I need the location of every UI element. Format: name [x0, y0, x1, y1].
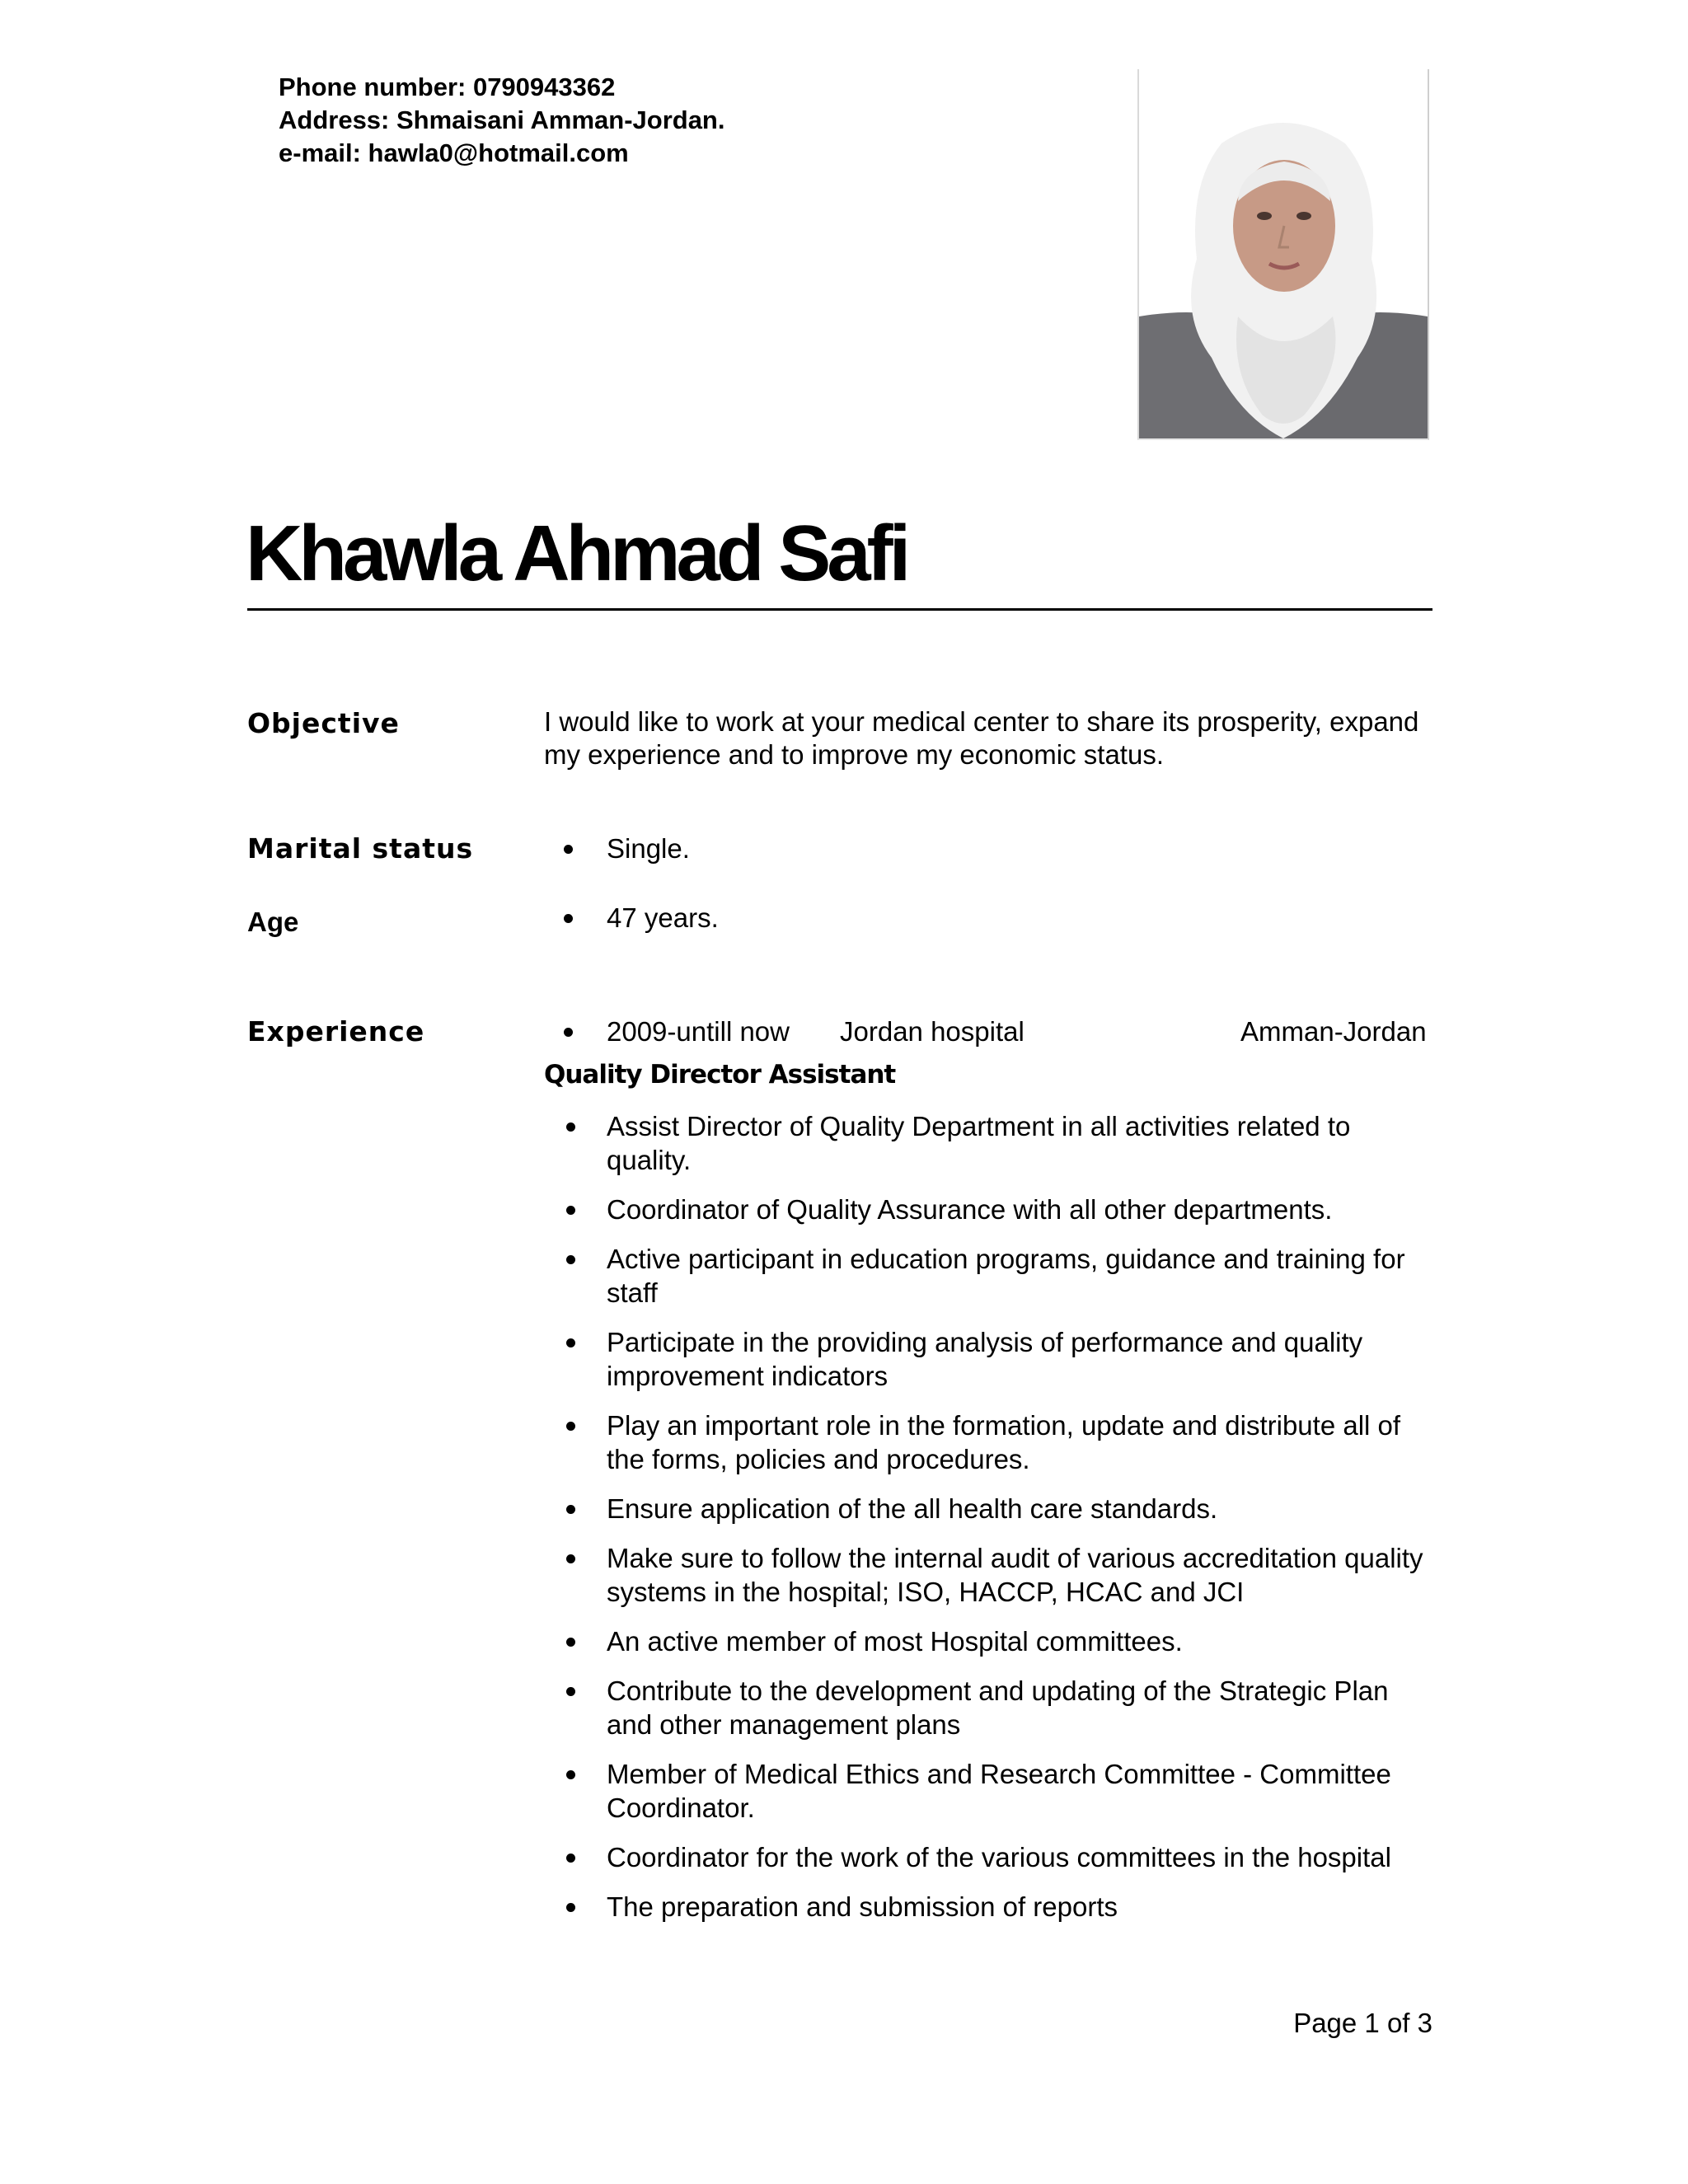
objective-label: Objective [247, 707, 400, 739]
bullet-icon [566, 1687, 575, 1696]
list-item [607, 1492, 1431, 1526]
bullet-icon [566, 1255, 575, 1264]
objective-text: I would like to work at your medical center to share its prosperity, expand my experience and to improve my economic status. [544, 706, 1419, 770]
list-item [607, 1193, 1431, 1226]
list-item [607, 1674, 1431, 1741]
age-item [607, 902, 719, 935]
marital-status-value: Single. [607, 833, 690, 864]
duty-text: Make sure to follow the internal audit of various accreditation quality systems in the hospital; ISO, HACCP, HCAC and JCI [607, 1543, 1423, 1607]
list-item [607, 1624, 1431, 1658]
list-item [607, 1840, 1431, 1874]
age-label: Age [247, 907, 299, 937]
duty-text: The preparation and submission of reports [607, 1891, 1118, 1922]
bullet-icon [564, 845, 573, 854]
bullet-icon [566, 1770, 575, 1779]
experience-location: Amman-Jordan [1240, 1016, 1427, 1047]
duty-text: Contribute to the development and updating of the Strategic Plan and other management plans [607, 1675, 1389, 1740]
list-item [607, 1757, 1431, 1825]
duty-text: Participate in the providing analysis of performance and quality improvement indicators [607, 1327, 1363, 1391]
bullet-icon [564, 1028, 573, 1037]
duty-text: Play an important role in the formation, update and distribute all of the forms, policies and procedures. [607, 1410, 1401, 1474]
experience-header [607, 1015, 790, 1048]
duty-text: Member of Medical Ethics and Research Committee - Committee Coordinator. [607, 1759, 1391, 1823]
age-value: 47 years. [607, 902, 719, 933]
duty-text: Active participant in education programs, guidance and training for staff [607, 1244, 1405, 1308]
duty-text: Ensure application of the all health care standards. [607, 1493, 1218, 1524]
page-number: Page 1 of 3 [1293, 2008, 1432, 2038]
list-item [607, 1242, 1431, 1310]
address: Address: Shmaisani Amman-Jordan. [279, 105, 725, 134]
experience-period: 2009-untill now [607, 1016, 790, 1047]
experience-employer: Jordan hospital [840, 1016, 1025, 1047]
name-divider [247, 608, 1432, 611]
phone-number: Phone number: 0790943362 [279, 73, 616, 101]
marital-status-item [607, 832, 690, 865]
list-item [607, 1541, 1431, 1609]
list-item [607, 1325, 1431, 1393]
email: e-mail: hawla0@hotmail.com [279, 138, 629, 167]
bullet-icon [566, 1206, 575, 1215]
candidate-name: Khawla Ahmad Safi [246, 509, 907, 598]
duty-text: Coordinator of Quality Assurance with all other departments. [607, 1194, 1333, 1225]
bullet-icon [566, 1638, 575, 1647]
bullet-icon [566, 1338, 575, 1347]
job-title: Quality Director Assistant [544, 1060, 896, 1090]
list-item [607, 1408, 1431, 1476]
portrait-photo [1137, 69, 1429, 440]
duty-text: An active member of most Hospital committees. [607, 1626, 1183, 1657]
list-item [607, 1109, 1431, 1177]
bullet-icon [564, 914, 573, 923]
duties-list [607, 1109, 1431, 1939]
experience-label: Experience [247, 1015, 425, 1047]
bullet-icon [566, 1122, 575, 1132]
duty-text: Coordinator for the work of the various committees in the hospital [607, 1842, 1391, 1872]
bullet-icon [566, 1505, 575, 1514]
bullet-icon [566, 1854, 575, 1863]
bullet-icon [566, 1903, 575, 1912]
duty-text: Assist Director of Quality Department in all activities related to quality. [607, 1111, 1351, 1175]
list-item [607, 1890, 1431, 1924]
bullet-icon [566, 1554, 575, 1563]
contact-block [279, 71, 725, 170]
bullet-icon [566, 1422, 575, 1431]
marital-status-label: Marital status [247, 832, 474, 865]
portrait-photo-icon [1139, 69, 1428, 438]
